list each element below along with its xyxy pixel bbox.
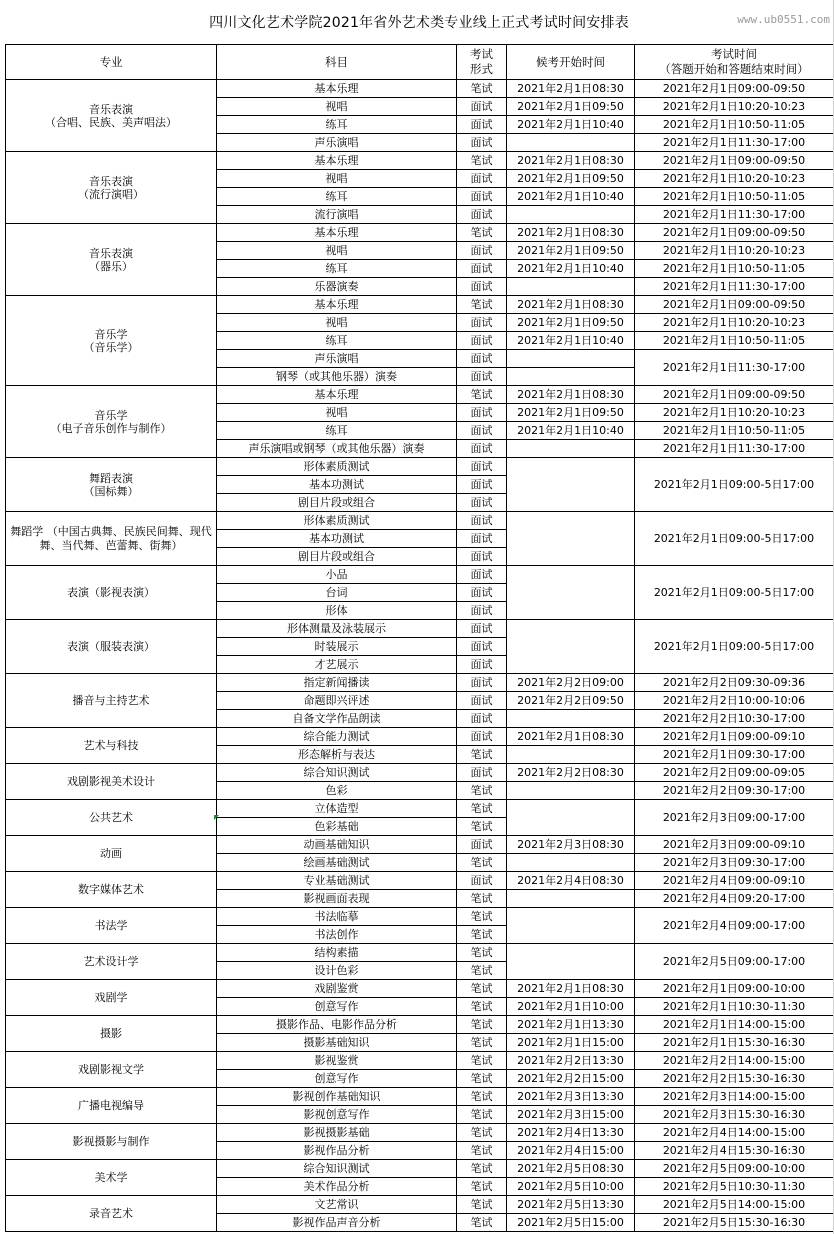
subject-cell: 才艺展示	[217, 656, 457, 674]
subject-cell: 时装展示	[217, 638, 457, 656]
form-cell: 面试	[457, 674, 507, 692]
subject-cell: 练耳	[217, 260, 457, 278]
subject-cell: 视唱	[217, 98, 457, 116]
wait-time-cell: 2021年2月4日13:30	[507, 1124, 635, 1142]
form-cell: 笔试	[457, 926, 507, 944]
wait-time-cell	[507, 746, 635, 764]
form-cell: 面试	[457, 584, 507, 602]
subject-cell: 戏剧鉴赏	[217, 980, 457, 998]
major-cell: 舞蹈表演 （国标舞）	[6, 458, 217, 512]
exam-time-cell: 2021年2月1日11:30-17:00	[635, 440, 834, 458]
wait-time-cell	[507, 854, 635, 872]
exam-time-cell: 2021年2月1日10:20-10:23	[635, 404, 834, 422]
exam-time-cell: 2021年2月1日11:30-17:00	[635, 206, 834, 224]
subject-cell: 形体	[217, 602, 457, 620]
exam-time-cell: 2021年2月1日11:30-17:00	[635, 350, 834, 386]
wait-time-cell: 2021年2月3日13:30	[507, 1088, 635, 1106]
form-cell: 面试	[457, 494, 507, 512]
table-row	[6, 1196, 834, 1214]
form-cell: 笔试	[457, 296, 507, 314]
subject-cell: 创意写作	[217, 1070, 457, 1088]
wait-time-cell: 2021年2月1日08:30	[507, 80, 635, 98]
form-cell: 笔试	[457, 746, 507, 764]
subject-cell: 剧目片段或组合	[217, 548, 457, 566]
table-row	[6, 1088, 834, 1106]
form-cell: 面试	[457, 314, 507, 332]
subject-cell: 影视画面表现	[217, 890, 457, 908]
table-row	[6, 674, 834, 692]
subject-cell: 钢琴（或其他乐器）演奏	[217, 368, 457, 386]
exam-time-cell: 2021年2月1日10:50-11:05	[635, 332, 834, 350]
table-row	[6, 152, 834, 170]
subject-cell: 美术作品分析	[217, 1178, 457, 1196]
watermark: www.ub0551.com	[737, 13, 830, 26]
subject-cell: 视唱	[217, 404, 457, 422]
major-cell: 书法学	[6, 908, 217, 944]
exam-time-cell: 2021年2月1日10:50-11:05	[635, 422, 834, 440]
major-cell: 动画	[6, 836, 217, 872]
subject-cell: 基本乐理	[217, 152, 457, 170]
wait-time-cell: 2021年2月1日08:30	[507, 980, 635, 998]
major-cell: 美术学	[6, 1160, 217, 1196]
form-cell: 面试	[457, 278, 507, 296]
subject-cell: 文艺常识	[217, 1196, 457, 1214]
wait-time-cell: 2021年2月3日15:00	[507, 1106, 635, 1124]
subject-cell: 形态解析与表达	[217, 746, 457, 764]
form-cell: 面试	[457, 692, 507, 710]
subject-cell: 立体造型	[217, 800, 457, 818]
subject-cell: 影视摄影基础	[217, 1124, 457, 1142]
major-cell: 艺术与科技	[6, 728, 217, 764]
major-cell: 公共艺术	[6, 800, 217, 836]
wait-time-cell	[507, 512, 635, 566]
form-cell: 笔试	[457, 80, 507, 98]
exam-time-cell: 2021年2月1日09:00-5日17:00	[635, 566, 834, 620]
exam-time-cell: 2021年2月1日09:00-09:10	[635, 728, 834, 746]
wait-time-cell	[507, 206, 635, 224]
form-cell: 面试	[457, 404, 507, 422]
form-cell: 面试	[457, 548, 507, 566]
exam-time-cell: 2021年2月1日10:30-11:30	[635, 998, 834, 1016]
subject-cell: 声乐演唱或钢琴（或其他乐器）演奏	[217, 440, 457, 458]
header-row	[6, 45, 834, 80]
exam-time-cell: 2021年2月2日14:00-15:00	[635, 1052, 834, 1070]
exam-time-cell: 2021年2月5日15:30-16:30	[635, 1214, 834, 1232]
wait-time-cell	[507, 620, 635, 674]
subject-cell: 流行演唱	[217, 206, 457, 224]
wait-time-cell: 2021年2月1日15:00	[507, 1034, 635, 1052]
wait-time-cell: 2021年2月1日10:40	[507, 260, 635, 278]
form-cell: 笔试	[457, 1142, 507, 1160]
form-cell: 面试	[457, 638, 507, 656]
exam-time-cell: 2021年2月1日09:00-09:50	[635, 152, 834, 170]
subject-cell: 台词	[217, 584, 457, 602]
exam-time-cell: 2021年2月1日10:20-10:23	[635, 170, 834, 188]
table-row	[6, 1160, 834, 1178]
form-cell: 笔试	[457, 980, 507, 998]
table-row	[6, 764, 834, 782]
exam-time-cell: 2021年2月1日10:20-10:23	[635, 314, 834, 332]
form-cell: 笔试	[457, 854, 507, 872]
wait-time-cell: 2021年2月1日08:30	[507, 386, 635, 404]
form-cell: 面试	[457, 602, 507, 620]
subject-cell: 结构素描	[217, 944, 457, 962]
table-row	[6, 386, 834, 404]
exam-time-cell: 2021年2月1日09:00-09:50	[635, 296, 834, 314]
form-cell: 面试	[457, 566, 507, 584]
subject-cell: 练耳	[217, 188, 457, 206]
exam-time-cell: 2021年2月2日09:30-09:36	[635, 674, 834, 692]
form-cell: 笔试	[457, 1196, 507, 1214]
subject-cell: 练耳	[217, 422, 457, 440]
subject-cell: 视唱	[217, 314, 457, 332]
wait-time-cell: 2021年2月1日10:00	[507, 998, 635, 1016]
exam-time-cell: 2021年2月4日15:30-16:30	[635, 1142, 834, 1160]
form-cell: 笔试	[457, 800, 507, 818]
exam-time-cell: 2021年2月3日09:00-17:00	[635, 800, 834, 836]
exam-time-cell: 2021年2月1日10:50-11:05	[635, 116, 834, 134]
subject-cell: 设计色彩	[217, 962, 457, 980]
header-subject: 科目	[217, 45, 457, 80]
wait-time-cell: 2021年2月1日09:50	[507, 170, 635, 188]
exam-time-cell: 2021年2月5日10:30-11:30	[635, 1178, 834, 1196]
form-cell: 笔试	[457, 1088, 507, 1106]
table-row	[6, 1016, 834, 1034]
wait-time-cell: 2021年2月3日08:30	[507, 836, 635, 854]
major-cell: 音乐学 （音乐学）	[6, 296, 217, 386]
header-form: 考试 形式	[457, 45, 507, 80]
form-cell: 笔试	[457, 224, 507, 242]
table-row	[6, 80, 834, 98]
exam-time-cell: 2021年2月3日09:30-17:00	[635, 854, 834, 872]
table-row	[6, 458, 834, 476]
wait-time-cell: 2021年2月5日13:30	[507, 1196, 635, 1214]
subject-cell: 创意写作	[217, 998, 457, 1016]
form-cell: 面试	[457, 134, 507, 152]
table-row	[6, 566, 834, 584]
cell-error-marker	[214, 815, 219, 820]
exam-time-cell: 2021年2月3日14:00-15:00	[635, 1088, 834, 1106]
exam-time-cell: 2021年2月2日10:00-10:06	[635, 692, 834, 710]
subject-cell: 动画基础知识	[217, 836, 457, 854]
wait-time-cell: 2021年2月1日10:40	[507, 116, 635, 134]
wait-time-cell	[507, 368, 635, 386]
major-cell: 音乐表演 （流行演唱）	[6, 152, 217, 224]
wait-time-cell: 2021年2月2日15:00	[507, 1070, 635, 1088]
form-cell: 笔试	[457, 1016, 507, 1034]
title-bar	[5, 0, 833, 45]
subject-cell: 形体素质测试	[217, 512, 457, 530]
exam-time-cell: 2021年2月1日10:50-11:05	[635, 188, 834, 206]
form-cell: 面试	[457, 440, 507, 458]
exam-time-cell: 2021年2月1日09:30-17:00	[635, 746, 834, 764]
subject-cell: 书法创作	[217, 926, 457, 944]
wait-time-cell: 2021年2月2日08:30	[507, 764, 635, 782]
form-cell: 笔试	[457, 1034, 507, 1052]
wait-time-cell	[507, 944, 635, 980]
wait-time-cell: 2021年2月4日08:30	[507, 872, 635, 890]
exam-time-cell: 2021年2月3日15:30-16:30	[635, 1106, 834, 1124]
wait-time-cell: 2021年2月1日08:30	[507, 296, 635, 314]
exam-time-cell: 2021年2月5日14:00-15:00	[635, 1196, 834, 1214]
exam-time-cell: 2021年2月1日09:00-5日17:00	[635, 512, 834, 566]
exam-time-cell: 2021年2月1日14:00-15:00	[635, 1016, 834, 1034]
exam-time-cell: 2021年2月4日09:00-17:00	[635, 908, 834, 944]
subject-cell: 影视作品分析	[217, 1142, 457, 1160]
wait-time-cell: 2021年2月1日08:30	[507, 152, 635, 170]
wait-time-cell: 2021年2月1日09:50	[507, 242, 635, 260]
major-cell: 数字媒体艺术	[6, 872, 217, 908]
subject-cell: 综合知识测试	[217, 1160, 457, 1178]
wait-time-cell	[507, 566, 635, 620]
form-cell: 面试	[457, 872, 507, 890]
subject-cell: 影视创作基础知识	[217, 1088, 457, 1106]
table-row	[6, 512, 834, 530]
major-cell: 舞蹈学 （中国古典舞、民族民间舞、现代舞、当代舞、芭蕾舞、街舞）	[6, 512, 217, 566]
wait-time-cell	[507, 800, 635, 836]
subject-cell: 指定新闻播读	[217, 674, 457, 692]
page-title: 四川文化艺术学院2021年省外艺术类专业线上正式考试时间安排表	[209, 15, 629, 31]
table-row	[6, 980, 834, 998]
exam-time-cell: 2021年2月5日09:00-17:00	[635, 944, 834, 980]
major-cell: 戏剧学	[6, 980, 217, 1016]
form-cell: 面试	[457, 458, 507, 476]
exam-time-cell: 2021年2月1日09:00-09:50	[635, 224, 834, 242]
subject-cell: 视唱	[217, 170, 457, 188]
wait-time-cell: 2021年2月1日08:30	[507, 728, 635, 746]
wait-time-cell: 2021年2月1日09:50	[507, 98, 635, 116]
subject-cell: 基本功测试	[217, 530, 457, 548]
table-row	[6, 800, 834, 818]
major-cell: 音乐学 （电子音乐创作与制作）	[6, 386, 217, 458]
wait-time-cell: 2021年2月4日15:00	[507, 1142, 635, 1160]
subject-cell: 影视创意写作	[217, 1106, 457, 1124]
form-cell: 面试	[457, 242, 507, 260]
subject-cell: 影视作品声音分析	[217, 1214, 457, 1232]
subject-cell: 命题即兴评述	[217, 692, 457, 710]
subject-cell: 形体素质测试	[217, 458, 457, 476]
subject-cell: 色彩基础	[217, 818, 457, 836]
major-cell: 播音与主持艺术	[6, 674, 217, 728]
form-cell: 笔试	[457, 962, 507, 980]
table-row	[6, 728, 834, 746]
wait-time-cell: 2021年2月2日09:50	[507, 692, 635, 710]
schedule-table	[5, 44, 834, 1232]
subject-cell: 基本乐理	[217, 80, 457, 98]
subject-cell: 基本乐理	[217, 296, 457, 314]
form-cell: 笔试	[457, 1214, 507, 1232]
wait-time-cell	[507, 710, 635, 728]
form-cell: 面试	[457, 656, 507, 674]
form-cell: 笔试	[457, 152, 507, 170]
exam-time-cell: 2021年2月1日11:30-17:00	[635, 134, 834, 152]
form-cell: 笔试	[457, 1106, 507, 1124]
exam-time-cell: 2021年2月1日10:50-11:05	[635, 260, 834, 278]
subject-cell: 色彩	[217, 782, 457, 800]
form-cell: 面试	[457, 728, 507, 746]
table-row	[6, 224, 834, 242]
subject-cell: 自备文学作品朗读	[217, 710, 457, 728]
form-cell: 笔试	[457, 386, 507, 404]
wait-time-cell	[507, 458, 635, 512]
form-cell: 面试	[457, 836, 507, 854]
form-cell: 面试	[457, 116, 507, 134]
exam-time-cell: 2021年2月4日09:20-17:00	[635, 890, 834, 908]
form-cell: 面试	[457, 422, 507, 440]
form-cell: 笔试	[457, 1124, 507, 1142]
exam-time-cell: 2021年2月1日15:30-16:30	[635, 1034, 834, 1052]
exam-time-cell: 2021年2月1日11:30-17:00	[635, 278, 834, 296]
table-row	[6, 944, 834, 962]
subject-cell: 基本功测试	[217, 476, 457, 494]
subject-cell: 声乐演唱	[217, 350, 457, 368]
table-row	[6, 836, 834, 854]
exam-time-cell: 2021年2月5日09:00-10:00	[635, 1160, 834, 1178]
major-cell: 录音艺术	[6, 1196, 217, 1232]
exam-time-cell: 2021年2月1日09:00-09:50	[635, 386, 834, 404]
form-cell: 笔试	[457, 818, 507, 836]
subject-cell: 视唱	[217, 242, 457, 260]
subject-cell: 摄影作品、电影作品分析	[217, 1016, 457, 1034]
exam-time-cell: 2021年2月1日09:00-10:00	[635, 980, 834, 998]
wait-time-cell: 2021年2月5日08:30	[507, 1160, 635, 1178]
subject-cell: 专业基础测试	[217, 872, 457, 890]
wait-time-cell: 2021年2月1日09:50	[507, 314, 635, 332]
subject-cell: 绘画基础测试	[217, 854, 457, 872]
form-cell: 面试	[457, 188, 507, 206]
subject-cell: 基本乐理	[217, 224, 457, 242]
subject-cell: 乐器演奏	[217, 278, 457, 296]
subject-cell: 练耳	[217, 332, 457, 350]
form-cell: 笔试	[457, 998, 507, 1016]
major-cell: 摄影	[6, 1016, 217, 1052]
form-cell: 面试	[457, 710, 507, 728]
wait-time-cell: 2021年2月1日10:40	[507, 422, 635, 440]
form-cell: 笔试	[457, 944, 507, 962]
major-cell: 广播电视编导	[6, 1088, 217, 1124]
form-cell: 笔试	[457, 1160, 507, 1178]
form-cell: 面试	[457, 170, 507, 188]
subject-cell: 综合知识测试	[217, 764, 457, 782]
wait-time-cell: 2021年2月1日13:30	[507, 1016, 635, 1034]
subject-cell: 书法临摹	[217, 908, 457, 926]
wait-time-cell: 2021年2月5日15:00	[507, 1214, 635, 1232]
table-row	[6, 620, 834, 638]
major-cell: 戏剧影视美术设计	[6, 764, 217, 800]
table-row	[6, 908, 834, 926]
major-cell: 艺术设计学	[6, 944, 217, 980]
wait-time-cell: 2021年2月2日09:00	[507, 674, 635, 692]
wait-time-cell	[507, 782, 635, 800]
major-cell: 表演（影视表演）	[6, 566, 217, 620]
subject-cell: 小品	[217, 566, 457, 584]
exam-time-cell: 2021年2月4日09:00-09:10	[635, 872, 834, 890]
wait-time-cell: 2021年2月1日10:40	[507, 188, 635, 206]
exam-time-cell: 2021年2月1日09:00-5日17:00	[635, 620, 834, 674]
table-row	[6, 296, 834, 314]
subject-cell: 形体测量及泳装展示	[217, 620, 457, 638]
form-cell: 面试	[457, 368, 507, 386]
wait-time-cell: 2021年2月5日10:00	[507, 1178, 635, 1196]
subject-cell: 综合能力测试	[217, 728, 457, 746]
form-cell: 笔试	[457, 1178, 507, 1196]
wait-time-cell	[507, 890, 635, 908]
exam-time-cell: 2021年2月2日10:30-17:00	[635, 710, 834, 728]
form-cell: 面试	[457, 350, 507, 368]
table-row	[6, 1124, 834, 1142]
form-cell: 笔试	[457, 1052, 507, 1070]
wait-time-cell: 2021年2月1日08:30	[507, 224, 635, 242]
exam-time-cell: 2021年2月2日09:30-17:00	[635, 782, 834, 800]
major-cell: 表演（服装表演）	[6, 620, 217, 674]
major-cell: 戏剧影视文学	[6, 1052, 217, 1088]
wait-time-cell	[507, 350, 635, 368]
exam-time-cell: 2021年2月1日10:20-10:23	[635, 98, 834, 116]
form-cell: 面试	[457, 620, 507, 638]
form-cell: 面试	[457, 764, 507, 782]
subject-cell: 练耳	[217, 116, 457, 134]
form-cell: 面试	[457, 530, 507, 548]
table-row	[6, 872, 834, 890]
form-cell: 面试	[457, 332, 507, 350]
header-exam-time: 考试时间 （答题开始和答题结束时间）	[635, 45, 834, 80]
wait-time-cell	[507, 134, 635, 152]
wait-time-cell	[507, 908, 635, 944]
form-cell: 笔试	[457, 782, 507, 800]
wait-time-cell	[507, 278, 635, 296]
wait-time-cell: 2021年2月1日09:50	[507, 404, 635, 422]
subject-cell: 影视鉴赏	[217, 1052, 457, 1070]
exam-time-cell: 2021年2月1日09:00-5日17:00	[635, 458, 834, 512]
form-cell: 面试	[457, 206, 507, 224]
header-wait-time: 候考开始时间	[507, 45, 635, 80]
subject-cell: 声乐演唱	[217, 134, 457, 152]
header-major: 专业	[6, 45, 217, 80]
form-cell: 面试	[457, 512, 507, 530]
exam-time-cell: 2021年2月1日09:00-09:50	[635, 80, 834, 98]
table-row	[6, 1052, 834, 1070]
exam-time-cell: 2021年2月2日15:30-16:30	[635, 1070, 834, 1088]
wait-time-cell: 2021年2月1日10:40	[507, 332, 635, 350]
major-cell: 音乐表演 （合唱、民族、美声唱法）	[6, 80, 217, 152]
wait-time-cell: 2021年2月2日13:30	[507, 1052, 635, 1070]
exam-time-cell: 2021年2月3日09:00-09:10	[635, 836, 834, 854]
form-cell: 面试	[457, 98, 507, 116]
form-cell: 笔试	[457, 890, 507, 908]
exam-time-cell: 2021年2月1日10:20-10:23	[635, 242, 834, 260]
form-cell: 笔试	[457, 1070, 507, 1088]
form-cell: 面试	[457, 476, 507, 494]
major-cell: 影视摄影与制作	[6, 1124, 217, 1160]
subject-cell: 剧目片段或组合	[217, 494, 457, 512]
exam-time-cell: 2021年2月4日14:00-15:00	[635, 1124, 834, 1142]
subject-cell: 基本乐理	[217, 386, 457, 404]
form-cell: 笔试	[457, 908, 507, 926]
form-cell: 面试	[457, 260, 507, 278]
subject-cell: 摄影基础知识	[217, 1034, 457, 1052]
exam-time-cell: 2021年2月2日09:00-09:05	[635, 764, 834, 782]
table-body	[6, 80, 834, 1232]
wait-time-cell	[507, 440, 635, 458]
major-cell: 音乐表演 （器乐）	[6, 224, 217, 296]
